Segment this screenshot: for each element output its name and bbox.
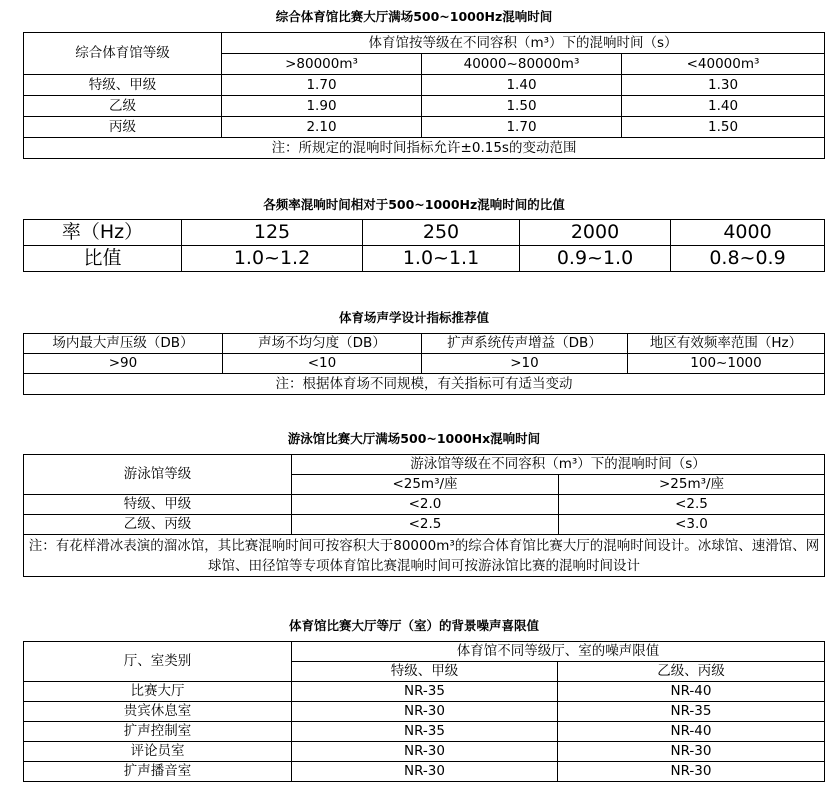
noise-limit-group-header: 体育馆不同等级厅、室的噪声限值 <box>292 642 825 662</box>
col-header: 地区有效频率范围（Hz） <box>628 334 825 354</box>
volume-group-header: 体育馆按等级在不同容积（m³）下的混响时间（s） <box>222 33 825 54</box>
ratio-cell: 0.8~0.9 <box>671 246 825 272</box>
value-cell: 1.70 <box>222 75 422 96</box>
value-cell: NR-40 <box>558 722 825 742</box>
table2-title: 各频率混响时间相对于500~1000Hz混响时间的比值 <box>263 197 565 212</box>
table-row <box>24 220 825 246</box>
gym-grade-header: 综合体育馆等级 <box>24 33 222 75</box>
ratio-cell: 1.0~1.2 <box>182 246 363 272</box>
grade-cell: 乙级 <box>24 96 222 117</box>
value-cell: NR-35 <box>558 702 825 722</box>
room-type-header: 厅、室类别 <box>24 642 292 682</box>
value-cell: 1.50 <box>422 96 622 117</box>
value-cell: 1.90 <box>222 96 422 117</box>
frequency-cell: 4000 <box>671 220 825 246</box>
value-cell: 2.10 <box>222 117 422 138</box>
value-cell: NR-30 <box>292 742 558 762</box>
value-cell: NR-35 <box>292 682 558 702</box>
value-cell: 100~1000 <box>628 354 825 374</box>
table-row <box>24 96 825 117</box>
room-cell: 贵宾休息室 <box>24 702 292 722</box>
value-cell: NR-35 <box>292 722 558 742</box>
table3-title: 体育场声学设计指标推荐值 <box>338 310 489 325</box>
table-row <box>24 495 825 515</box>
table-note: 注：根据体育场不同规模，有关指标可有适当变动 <box>24 374 825 395</box>
value-cell: NR-40 <box>558 682 825 702</box>
value-cell: <2.5 <box>292 515 559 535</box>
pool-grade-header: 游泳馆等级 <box>24 455 292 495</box>
value-cell: 1.40 <box>422 75 622 96</box>
value-cell: 1.40 <box>622 96 825 117</box>
table-row <box>24 722 825 742</box>
ratio-cell: 0.9~1.0 <box>520 246 671 272</box>
table-row <box>24 682 825 702</box>
col-header: 声场不均匀度（DB） <box>223 334 422 354</box>
table-row <box>24 354 825 374</box>
value-cell: 1.30 <box>622 75 825 96</box>
col-header: 40000~80000m³ <box>422 54 622 75</box>
room-cell: 扩声控制室 <box>24 722 292 742</box>
grade-cell: 丙级 <box>24 117 222 138</box>
table-row <box>24 762 825 782</box>
col-header: 特级、甲级 <box>292 662 558 682</box>
value-cell: <10 <box>223 354 422 374</box>
col-header: <40000m³ <box>622 54 825 75</box>
value-cell: NR-30 <box>292 702 558 722</box>
col-header: 乙级、丙级 <box>558 662 825 682</box>
table-row <box>24 515 825 535</box>
value-cell: >10 <box>422 354 628 374</box>
col-header: 场内最大声压级（DB） <box>24 334 223 354</box>
table-row <box>24 742 825 762</box>
col-header: <25m³/座 <box>292 475 559 495</box>
value-cell: <2.5 <box>559 495 825 515</box>
grade-cell: 乙级、丙级 <box>24 515 292 535</box>
room-cell: 比赛大厅 <box>24 682 292 702</box>
col-header: >25m³/座 <box>559 475 825 495</box>
value-cell: 1.50 <box>622 117 825 138</box>
table1-title: 综合体育馆比赛大厅满场500~1000Hz混响时间 <box>275 9 553 24</box>
col-header: >80000m³ <box>222 54 422 75</box>
stadium-acoustics-table <box>23 333 825 395</box>
table-row <box>24 702 825 722</box>
frequency-cell: 2000 <box>520 220 671 246</box>
frequency-cell: 125 <box>182 220 363 246</box>
table-row <box>24 75 825 96</box>
frequency-cell: 250 <box>363 220 520 246</box>
value-cell: NR-30 <box>558 762 825 782</box>
table-note: 注：所规定的混响时间指标允许±0.15s的变动范围 <box>24 138 825 159</box>
background-noise-table <box>23 641 825 782</box>
grade-cell: 特级、甲级 <box>24 75 222 96</box>
table-note: 注：有花样滑冰表演的溜冰馆，其比赛混响时间可按容积大于80000m³的综合体育馆比赛大厅的混响时间设计。冰球馆、速滑馆、网球馆、田径馆等专项体育馆比赛混响时间可按游泳馆比赛的混响时间设计 <box>24 535 825 577</box>
value-cell: >90 <box>24 354 223 374</box>
frequency-ratio-table <box>23 219 825 272</box>
reverb-time-gym-table <box>23 32 825 159</box>
room-cell: 评论员室 <box>24 742 292 762</box>
col-header: 扩声系统传声增益（DB） <box>422 334 628 354</box>
value-cell: <3.0 <box>559 515 825 535</box>
value-cell: NR-30 <box>558 742 825 762</box>
table-row <box>24 334 825 354</box>
value-cell: NR-30 <box>292 762 558 782</box>
table-row <box>24 117 825 138</box>
ratio-cell: 1.0~1.1 <box>363 246 520 272</box>
reverb-time-pool-table <box>23 454 825 577</box>
value-cell: <2.0 <box>292 495 559 515</box>
table4-title: 游泳馆比赛大厅满场500~1000Hx混响时间 <box>287 431 541 446</box>
ratio-label: 比值 <box>24 246 182 272</box>
table5-title: 体育馆比赛大厅等厅（室）的背景噪声喜限值 <box>288 618 539 633</box>
volume-group-header: 游泳馆等级在不同容积（m³）下的混响时间（s） <box>292 455 825 475</box>
value-cell: 1.70 <box>422 117 622 138</box>
frequency-label: 率（Hz） <box>24 220 182 246</box>
room-cell: 扩声播音室 <box>24 762 292 782</box>
table-row <box>24 246 825 272</box>
grade-cell: 特级、甲级 <box>24 495 292 515</box>
